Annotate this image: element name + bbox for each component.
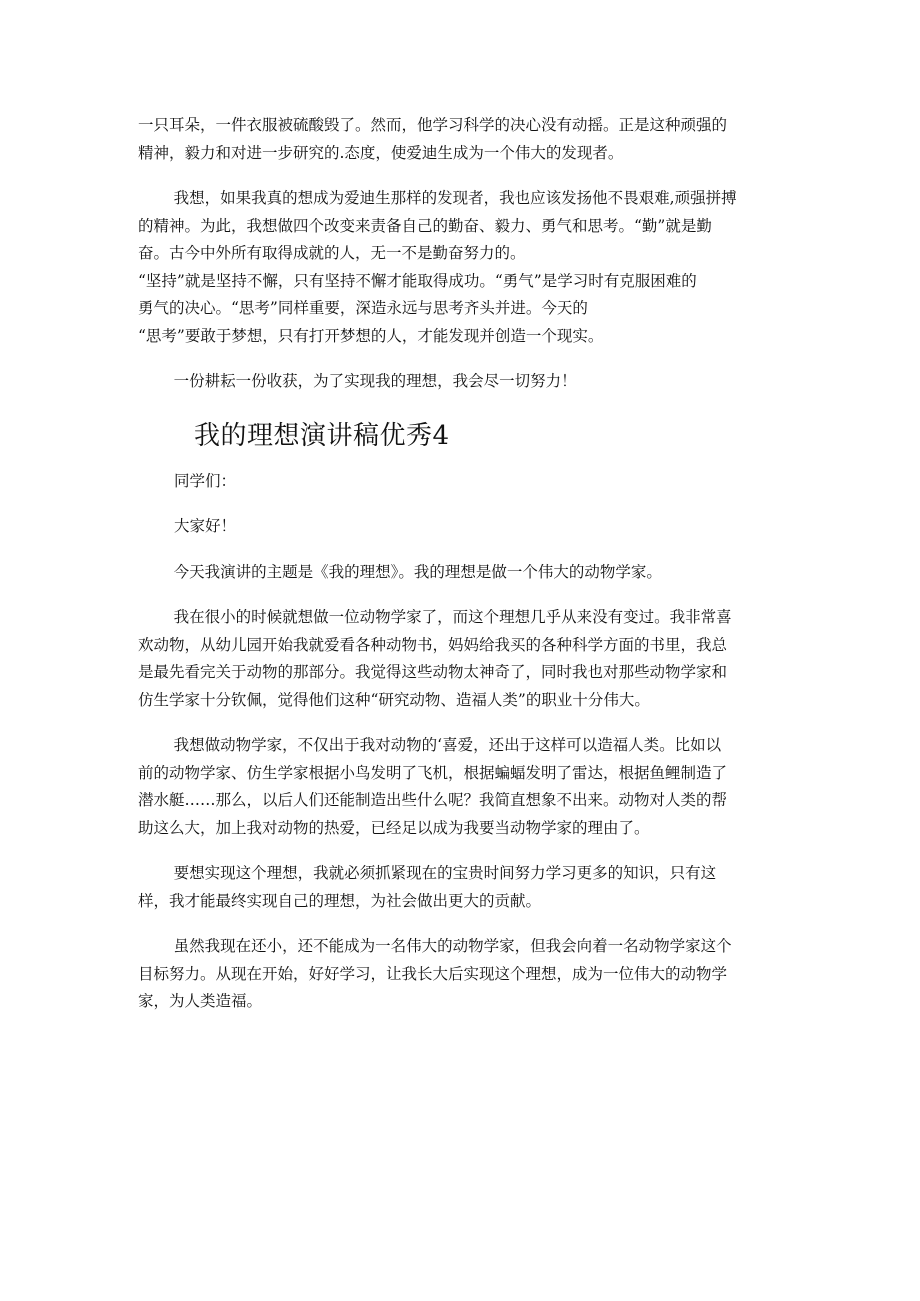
section-title: 我的理想演讲稿优秀4 xyxy=(194,420,450,451)
text-line: 我在很小的时候就想做一位动物学家了，而这个理想几乎从来没有变过。我非常喜 xyxy=(173,608,732,626)
text-line: 目标努力。从现在开始，好好学习，让我长大后实现这个理想，成为一位伟大的动物学 xyxy=(138,964,728,983)
document-page xyxy=(138,112,786,1016)
text-line: 要想实现这个理想，我就必须抓紧现在的宝贵时间努力学习更多的知识，只有这 xyxy=(173,864,717,882)
paragraph-benefit-humanity xyxy=(138,732,786,842)
paragraph-edison-continuation xyxy=(138,112,786,167)
greeting-everyone: 大家好！ xyxy=(174,517,237,535)
text-line: 我想，如果我真的想成为爱迪生那样的发现者，我也应该发扬他不畏艰难,顽强拼搏 xyxy=(173,189,737,207)
text-line: 虽然我现在还小，还不能成为一名伟大的动物学家，但我会向着一名动物学家这个 xyxy=(173,937,732,955)
text-line: 是最先看完关于动物的那部分。我觉得这些动物太神奇了，同时我也对那些动物学家和 xyxy=(138,663,728,681)
paragraph-study-hard xyxy=(138,860,786,915)
text-line: 助这么大，加上我对动物的热爱，已经足以成为我要当动物学家的理由了。 xyxy=(138,818,650,837)
text-line: 的精神。为此，我想做四个改变来责备自己的勤奋、毅力、勇气和思考。“勤”就是勤 xyxy=(138,216,712,235)
text-line: 前的动物学家、仿生学家根据小鸟发明了飞机，根据蝙蝠发明了雷达，根据鱼鲤制造了 xyxy=(138,763,728,782)
text-line: 今天我演讲的主题是《我的理想》。我的理想是做一个伟大的动物学家。 xyxy=(173,562,662,581)
text-line: 潜水艇……那么，以后人们还能制造出些什么呢？我简直想象不出来。动物对人类的帮 xyxy=(138,791,728,809)
greeting-classmates: 同学们： xyxy=(174,471,237,490)
text-line: 精神，毅力和对进一步研究的.态度，使爱迪生成为一个伟大的发现者。 xyxy=(138,143,624,162)
text-line: 家，为人类造福。 xyxy=(138,992,263,1010)
paragraph-childhood xyxy=(138,604,786,714)
text-line: 一份耕耘一份收获，为了实现我的理想，我会尽一切努力！ xyxy=(173,372,577,390)
paragraph-effort xyxy=(138,368,786,396)
text-line: “思考”要敢于梦想，只有打开梦想的人，才能发现并创造一个现实。 xyxy=(138,326,604,345)
text-line: 欢动物，从幼儿园开始我就爱看各种动物书，妈妈给我买的各种科学方面的书里，我总 xyxy=(138,635,728,654)
text-line: 勇气的决心。“思考”同样重要，深造永远与思考齐头并进。今天的 xyxy=(138,299,588,317)
paragraph-topic xyxy=(138,559,786,587)
paragraph-four-changes xyxy=(138,185,786,350)
text-line: 奋。古今中外所有取得成就的人，无一不是勤奋努力的。 xyxy=(138,244,526,262)
text-line: 一只耳朵，一件衣服被硫酸毁了。然而，他学习科学的决心没有动摇。正是这种顽强的 xyxy=(138,116,728,134)
text-line: “坚持”就是坚持不懈，只有坚持不懈才能取得成功。“勇气”是学习时有克服困难的 xyxy=(138,271,697,290)
text-line: 仿生学家十分钦佩，觉得他们这种“研究动物、造福人类”的职业十分伟大。 xyxy=(138,690,650,709)
paragraph-conclusion xyxy=(138,933,786,1016)
text-line: 样，我才能最终实现自己的理想，为社会做出更大的贡献。 xyxy=(138,891,542,910)
text-line: 我想做动物学家，不仅出于我对动物的‘喜爱，还出于这样可以造福人类。比如以 xyxy=(173,736,722,754)
